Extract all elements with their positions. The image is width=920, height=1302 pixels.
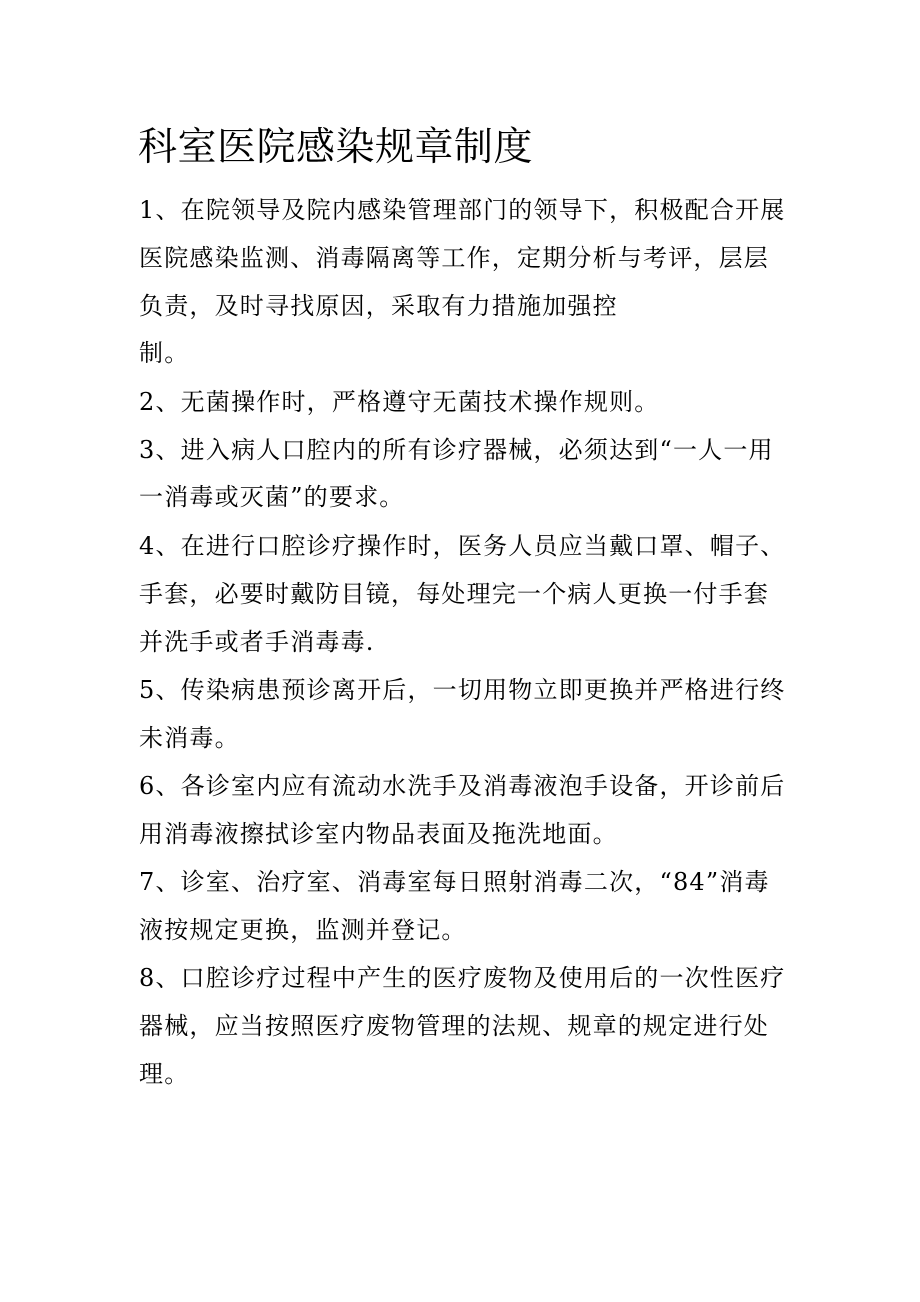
text-line: 负责，及时寻找原因，采取有力措施加强控 [139,292,618,320]
text-line: 1、在院领导及院内感染管理部门的领导下，积极配合开展 [139,196,786,224]
text-line: 8、口腔诊疗过程中产生的医疗废物及使用后的一次性医疗 [139,964,786,992]
text-line: 用消毒液擦拭诊室内物品表面及拖洗地面。 [139,820,618,848]
text-line: 并洗手或者手消毒毒. [139,628,375,656]
text-line: 制。 [139,339,190,367]
text-line: 液按规定更换，监测并登记。 [139,916,467,944]
text-line: 医院感染监测、消毒隔离等工作，定期分析与考评，层层 [139,244,769,272]
text-line: 5、传染病患预诊离开后，一切用物立即更换并严格进行终 [139,676,786,704]
page-title: 科室医院感染规章制度 [138,125,534,170]
text-line: 3、进入病人口腔内的所有诊疗器械，必须达到“一人一用 [139,436,774,464]
text-line: 手套，必要时戴防目镜，每处理完一个病人更换一付手套 [139,580,769,608]
text-line: 4、在进行口腔诊疗操作时，医务人员应当戴口罩、帽子、 [139,532,786,560]
text-line: 未消毒。 [139,724,240,752]
text-line: 2、无菌操作时，严格遵守无菌技术操作规则。 [139,388,660,416]
text-line: 理。 [139,1060,190,1088]
text-line: 器械，应当按照医疗废物管理的法规、规章的规定进行处 [139,1012,769,1040]
text-line: 6、各诊室内应有流动水洗手及消毒液泡手设备，开诊前后 [139,772,786,800]
text-line: 一消毒或灭菌”的要求。 [139,483,405,511]
text-line: 7、诊室、治疗室、消毒室每日照射消毒二次，“84”消毒 [139,868,770,896]
